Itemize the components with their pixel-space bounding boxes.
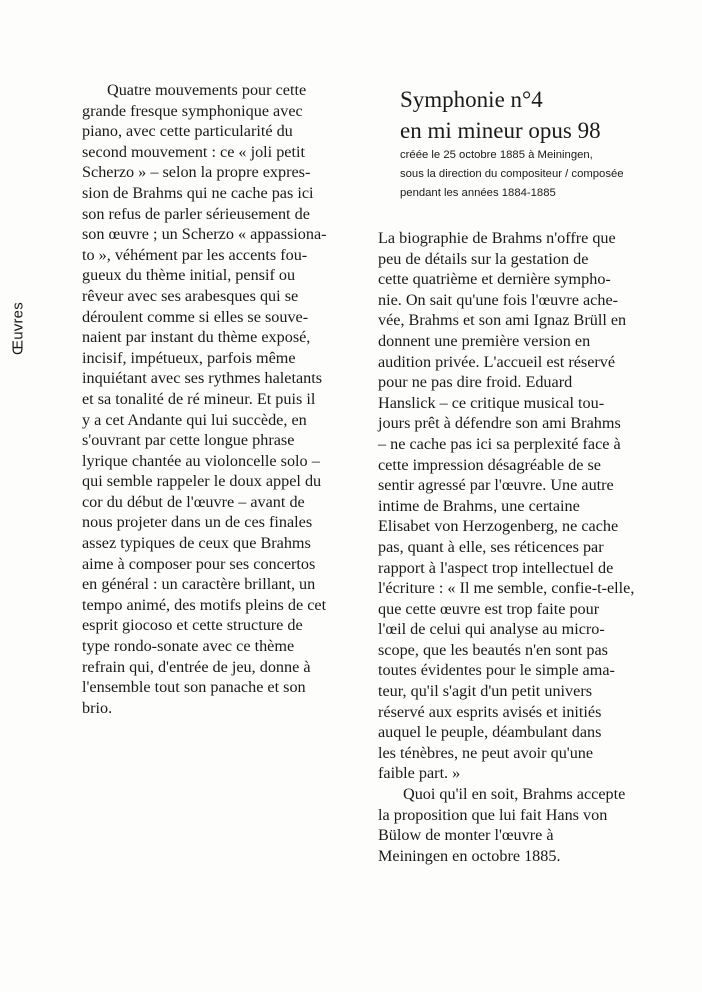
- text-line: sentir agressé par l'œuvre. Une autre: [378, 476, 614, 495]
- text-line: inquiétant avec ses rythmes haletants: [82, 369, 323, 388]
- work-title: Symphonie n°4: [400, 87, 543, 112]
- text-line: la proposition que lui fait Hans von: [378, 805, 608, 824]
- text-line: audition privée. L'accueil est réservé: [378, 352, 616, 371]
- text-line: grande fresque symphonique avec: [82, 101, 303, 120]
- text-line: to », véhément par les accents fou-: [82, 245, 308, 264]
- text-line: lyrique chantée au violoncelle solo –: [82, 451, 320, 470]
- text-line: et sa tonalité de ré mineur. Et puis il: [82, 389, 316, 408]
- text-line: peu de détails sur la gestation de: [378, 249, 589, 268]
- work-title-block: [400, 84, 690, 203]
- text-line: aime à composer pour ses concertos: [82, 554, 316, 573]
- text-line: vée, Brahms et son ami Ignaz Brüll en: [378, 311, 627, 330]
- left-column-text: [82, 80, 352, 718]
- text-line: déroulent comme si elles se souve-: [82, 307, 309, 326]
- text-line: y a cet Andante qui lui succède, en: [82, 410, 307, 429]
- text-line: s'ouvrant par cette longue phrase: [82, 431, 295, 450]
- text-line: piano, avec cette particularité du: [82, 122, 293, 141]
- text-line: cette quatrième et dernière sympho-: [378, 270, 611, 289]
- text-line: sion de Brahms qui ne cache pas ici: [82, 183, 314, 202]
- text-line: faible part. »: [378, 764, 461, 783]
- text-line: l'ensemble tout son panache et son: [82, 678, 306, 697]
- text-line: qui semble rappeler le doux appel du: [82, 472, 322, 491]
- text-line: nous projeter dans un de ces finales: [82, 513, 313, 532]
- text-line: rêveur avec ses arabesques qui se: [82, 286, 299, 305]
- work-subtitle: en mi mineur opus 98: [400, 118, 601, 143]
- right-column-text: [378, 228, 678, 866]
- text-line: cor du début de l'œuvre – avant de: [82, 492, 305, 511]
- text-line: Quoi qu'il en soit, Brahms accepte: [403, 785, 626, 804]
- text-line: l'écriture : « Il me semble, confie-t-elle,: [378, 579, 635, 598]
- text-line: type rondo-sonate avec ce thème: [82, 637, 295, 656]
- text-line: refrain qui, d'entrée de jeu, donne à: [82, 657, 311, 676]
- text-line: toutes évidentes pour le simple ama-: [378, 661, 615, 680]
- text-line: Elisabet von Herzogenberg, ne cache: [378, 517, 619, 536]
- work-meta-line: sous la direction du compositeur / composée: [400, 168, 624, 180]
- work-meta-line: créée le 25 octobre 1885 à Meiningen,: [400, 149, 593, 161]
- text-line: gueux du thème initial, pensif ou: [82, 266, 296, 285]
- text-line: incisif, impétueux, parfois même: [82, 348, 296, 367]
- text-line: Hanslick – ce critique musical tou-: [378, 393, 605, 412]
- text-line: teur, qu'il s'agit d'un petit univers: [378, 682, 593, 701]
- text-line: jours prêt à défendre son ami Brahms: [378, 414, 621, 433]
- text-line: pas, quant à elle, ses réticences par: [378, 537, 604, 556]
- text-line: en général : un caractère brillant, un: [82, 575, 316, 594]
- text-line: auquel le peuple, déambulant dans: [378, 723, 602, 742]
- text-line: esprit giocoso et cette structure de: [82, 616, 303, 635]
- text-line: Quatre mouvements pour cette: [107, 81, 307, 99]
- text-line: rapport à l'aspect trop intellectuel de: [378, 558, 614, 577]
- text-line: donnent une première version en: [378, 331, 591, 350]
- work-meta-line: pendant les années 1884-1885: [400, 187, 556, 199]
- text-line: réservé aux esprits avisés et initiés: [378, 702, 602, 721]
- text-line: Scherzo » – selon la propre expres-: [82, 163, 311, 182]
- text-line: intime de Brahms, une certaine: [378, 496, 580, 515]
- text-line: assez typiques de ceux que Brahms: [82, 534, 311, 553]
- text-line: Meiningen en octobre 1885.: [378, 846, 561, 865]
- text-line: Bülow de monter l'œuvre à: [378, 826, 554, 845]
- text-line: tempo animé, des motifs pleins de cet: [82, 595, 327, 614]
- text-line: nie. On sait qu'une fois l'œuvre ache-: [378, 290, 619, 309]
- section-label: Œuvres: [9, 302, 27, 355]
- text-line: brio.: [82, 698, 113, 717]
- text-line: second mouvement : ce « joli petit: [82, 142, 305, 161]
- text-line: naient par instant du thème exposé,: [82, 328, 311, 347]
- text-line: son œuvre ; un Scherzo « appassiona-: [82, 225, 327, 244]
- text-line: pour ne pas dire froid. Eduard: [378, 373, 573, 392]
- text-line: cette impression désagréable de se: [378, 455, 601, 474]
- text-line: La biographie de Brahms n'offre que: [378, 229, 616, 247]
- text-line: son refus de parler sérieusement de: [82, 204, 310, 223]
- text-line: que cette œuvre est trop faite pour: [378, 599, 600, 618]
- text-line: l'œil de celui qui analyse au micro-: [378, 620, 605, 639]
- text-line: scope, que les beautés n'en sont pas: [378, 640, 608, 659]
- text-line: les ténèbres, ne peut avoir qu'une: [378, 743, 594, 762]
- text-line: – ne cache pas ici sa perplexité face à: [378, 434, 621, 453]
